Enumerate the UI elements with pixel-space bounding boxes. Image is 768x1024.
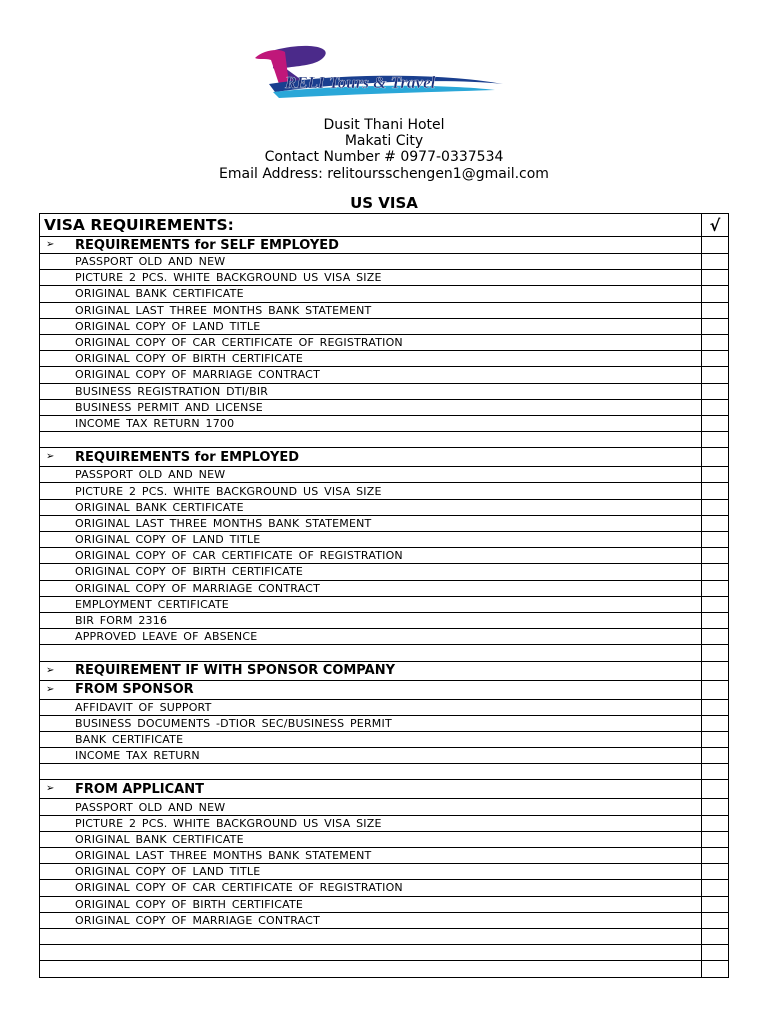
requirement-text: INCOME TAX RETURN 1700 [75,416,235,430]
requirement-text: ORIGINAL COPY OF BIRTH CERTIFICATE [75,565,304,579]
section-label: REQUIREMENT IF WITH SPONSOR COMPANY [75,663,395,678]
check-cell [702,780,729,799]
check-cell[interactable] [702,748,729,764]
blank-cell [40,432,702,448]
requirement-text: ORIGINAL LAST THREE MONTHS BANK STATEMENT [75,303,372,317]
check-cell[interactable] [702,499,729,515]
requirement-cell [40,483,702,499]
requirement-cell [40,880,702,896]
requirement-cell [40,302,702,318]
requirement-cell [40,731,702,747]
logo-text: RELI Tours & Travel [285,73,436,92]
company-logo [245,44,507,104]
requirement-text: PICTURE 2 PCS. WHITE BACKGROUND US VISA SIZE [75,484,382,498]
check-cell [702,432,729,448]
check-cell [702,237,729,254]
requirement-text: ORIGINAL COPY OF BIRTH CERTIFICATE [75,352,304,366]
requirement-text: ORIGINAL COPY OF CAR CERTIFICATE OF REGISTRATION [75,549,403,563]
requirement-cell [40,748,702,764]
requirement-cell [40,318,702,334]
check-cell[interactable] [702,334,729,350]
requirement-cell [40,254,702,270]
requirement-cell [40,383,702,399]
requirement-cell [40,334,702,350]
requirement-row [40,270,729,286]
requirement-cell [40,831,702,847]
requirement-text: PASSPORT OLD AND NEW [75,800,226,814]
requirement-cell [40,286,702,302]
requirement-row [40,896,729,912]
requirement-row [40,831,729,847]
requirement-cell [40,799,702,815]
requirement-cell [40,699,702,715]
arrow-bullet-icon: ➢ [46,783,55,795]
requirement-cell [40,515,702,531]
check-cell[interactable] [702,254,729,270]
requirement-text: BIR FORM 2316 [75,614,168,628]
document-title: US VISA [350,194,418,212]
section-header-cell [40,448,702,467]
requirements-table [39,213,729,978]
requirement-row [40,564,729,580]
check-cell[interactable] [702,383,729,399]
requirement-text: ORIGINAL COPY OF LAND TITLE [75,533,261,547]
requirement-cell [40,896,702,912]
blank-row [40,961,729,977]
check-cell[interactable] [702,799,729,815]
requirement-row [40,383,729,399]
requirement-cell [40,548,702,564]
requirement-cell [40,580,702,596]
check-cell[interactable] [702,715,729,731]
requirement-row [40,254,729,270]
requirement-text: ORIGINAL COPY OF MARRIAGE CONTRACT [75,581,320,595]
blank-row [40,645,729,661]
requirement-cell [40,532,702,548]
requirement-text: ORIGINAL BANK CERTIFICATE [75,832,244,846]
check-cell [702,764,729,780]
check-cell[interactable] [702,831,729,847]
check-cell[interactable] [702,399,729,415]
requirement-text: ORIGINAL COPY OF CAR CERTIFICATE OF REGISTRATION [75,881,403,895]
section-label: REQUIREMENTS for EMPLOYED [75,449,300,465]
requirement-text: ORIGINAL COPY OF LAND TITLE [75,319,261,333]
check-cell[interactable] [702,848,729,864]
requirement-cell [40,848,702,864]
requirement-row [40,499,729,515]
blank-cell [40,764,702,780]
requirement-text: AFFIDAVIT OF SUPPORT [75,700,212,714]
blank-row [40,764,729,780]
requirement-cell [40,351,702,367]
section-header-cell [40,780,702,799]
check-cell[interactable] [702,270,729,286]
requirement-text: ORIGINAL COPY OF MARRIAGE CONTRACT [75,368,320,382]
check-cell[interactable] [702,467,729,483]
check-cell [702,645,729,661]
section-header-row [40,780,729,799]
requirement-row [40,912,729,928]
section-header-row [40,661,729,680]
check-cell [702,928,729,944]
check-cell[interactable] [702,896,729,912]
check-cell[interactable] [702,302,729,318]
check-cell[interactable] [702,367,729,383]
check-cell[interactable] [702,880,729,896]
requirement-text: PICTURE 2 PCS. WHITE BACKGROUND US VISA SIZE [75,271,382,285]
requirement-cell [40,399,702,415]
hotel-name: Dusit Thani Hotel [323,117,445,133]
check-cell [702,448,729,467]
section-label: FROM APPLICANT [75,781,204,797]
blank-row [40,928,729,944]
requirement-cell [40,415,702,431]
requirement-row [40,815,729,831]
requirement-text: PASSPORT OLD AND NEW [75,255,226,269]
requirement-text: EMPLOYMENT CERTIFICATE [75,597,229,611]
check-column-header: √ [702,214,729,237]
table-header-row [40,214,729,237]
check-cell[interactable] [702,699,729,715]
requirement-row [40,334,729,350]
requirement-cell [40,815,702,831]
requirement-text: BANK CERTIFICATE [75,732,184,746]
requirement-cell [40,564,702,580]
requirement-row [40,548,729,564]
check-cell [702,945,729,961]
section-label: FROM SPONSOR [75,682,194,697]
requirement-text: BUSINESS REGISTRATION DTI/BIR [75,384,269,398]
check-cell[interactable] [702,564,729,580]
contact-header [0,117,768,182]
blank-cell [40,645,702,661]
requirement-row [40,799,729,815]
requirement-cell [40,629,702,645]
requirement-cell [40,270,702,286]
contact-number: Contact Number # 0977-0337534 [264,149,504,166]
requirement-row [40,880,729,896]
requirement-row [40,318,729,334]
section-header-cell [40,680,702,699]
requirement-row [40,399,729,415]
requirement-row [40,864,729,880]
requirement-row [40,415,729,431]
check-cell[interactable] [702,532,729,548]
requirement-row [40,715,729,731]
table-heading: VISA REQUIREMENTS: [40,214,702,237]
blank-cell [40,945,702,961]
arrow-bullet-icon: ➢ [46,239,55,250]
arrow-bullet-icon: ➢ [46,451,55,463]
email-address: Email Address: relitoursschengen1@gmail.com [219,165,549,182]
requirement-row [40,367,729,383]
check-cell[interactable] [702,629,729,645]
section-label: REQUIREMENTS for SELF EMPLOYED [75,237,339,253]
blank-row [40,432,729,448]
requirement-cell [40,596,702,612]
check-cell[interactable] [702,515,729,531]
requirement-text: ORIGINAL COPY OF CAR CERTIFICATE OF REGISTRATION [75,336,403,350]
city: Makati City [344,133,424,150]
check-cell[interactable] [702,912,729,928]
requirement-row [40,351,729,367]
check-cell[interactable] [702,731,729,747]
requirement-cell [40,612,702,628]
requirement-row [40,302,729,318]
requirement-cell [40,864,702,880]
section-header-row [40,237,729,254]
requirement-cell [40,912,702,928]
check-cell[interactable] [702,815,729,831]
check-cell[interactable] [702,548,729,564]
requirement-row [40,629,729,645]
check-cell [702,961,729,977]
check-cell[interactable] [702,483,729,499]
arrow-bullet-icon: ➢ [46,683,55,695]
requirement-cell [40,715,702,731]
check-cell[interactable] [702,580,729,596]
requirement-row [40,515,729,531]
requirement-cell [40,467,702,483]
section-header-row [40,448,729,467]
requirement-text: ORIGINAL COPY OF LAND TITLE [75,865,261,879]
requirement-text: BUSINESS DOCUMENTS -DTIOR SEC/BUSINESS PERMIT [75,716,392,730]
requirement-text: PASSPORT OLD AND NEW [75,468,226,482]
requirement-text: ORIGINAL LAST THREE MONTHS BANK STATEMENT [75,516,372,530]
check-cell[interactable] [702,596,729,612]
requirement-row [40,731,729,747]
check-cell[interactable] [702,286,729,302]
check-cell [702,680,729,699]
check-cell[interactable] [702,612,729,628]
check-cell[interactable] [702,864,729,880]
requirement-row [40,612,729,628]
requirement-row [40,483,729,499]
requirement-text: ORIGINAL COPY OF MARRIAGE CONTRACT [75,913,320,927]
requirement-text: ORIGINAL BANK CERTIFICATE [75,500,244,514]
blank-cell [40,961,702,977]
requirement-text: APPROVED LEAVE OF ABSENCE [75,630,258,644]
requirement-text: ORIGINAL LAST THREE MONTHS BANK STATEMENT [75,849,372,863]
section-header-cell [40,237,702,254]
requirement-cell [40,367,702,383]
blank-row [40,945,729,961]
requirement-row [40,467,729,483]
requirement-row [40,532,729,548]
section-header-cell [40,661,702,680]
requirement-text: BUSINESS PERMIT AND LICENSE [75,400,263,414]
check-cell[interactable] [702,351,729,367]
requirement-row [40,580,729,596]
requirement-text: ORIGINAL BANK CERTIFICATE [75,287,244,301]
check-cell[interactable] [702,318,729,334]
check-cell[interactable] [702,415,729,431]
requirement-cell [40,499,702,515]
section-header-row [40,680,729,699]
arrow-bullet-icon: ➢ [46,664,55,676]
requirement-row [40,848,729,864]
requirement-text: ORIGINAL COPY OF BIRTH CERTIFICATE [75,897,304,911]
requirement-text: PICTURE 2 PCS. WHITE BACKGROUND US VISA SIZE [75,816,382,830]
requirement-row [40,596,729,612]
requirement-row [40,748,729,764]
requirement-row [40,699,729,715]
requirement-row [40,286,729,302]
check-cell [702,661,729,680]
requirement-text: INCOME TAX RETURN [75,749,200,763]
blank-cell [40,928,702,944]
